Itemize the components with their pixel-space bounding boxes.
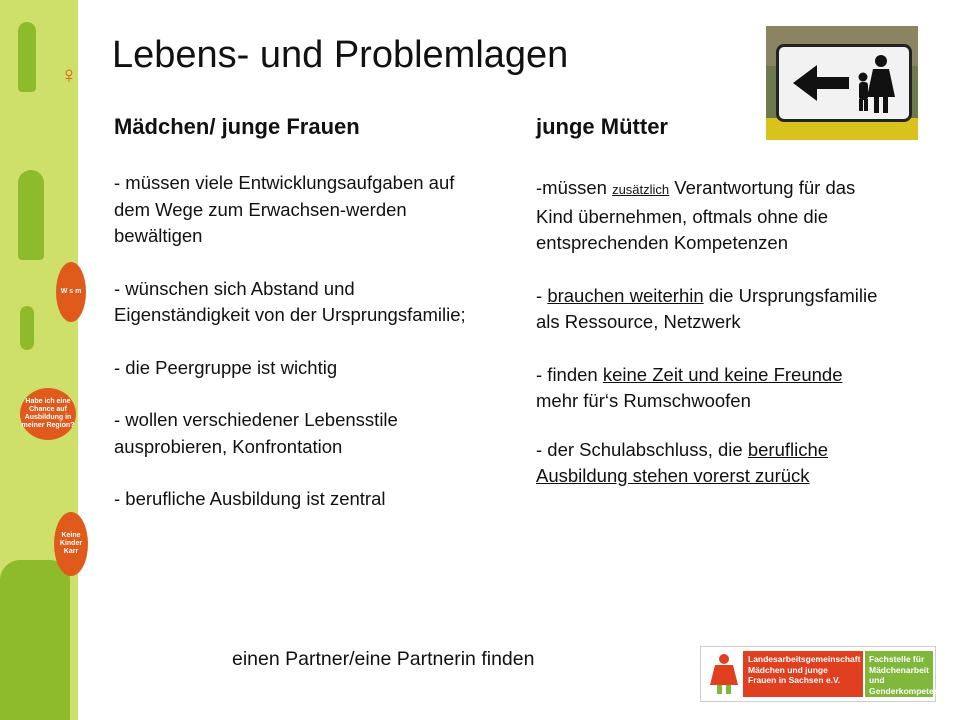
item-text: Verantwortung für das Kind übernehmen, oftmals ohne die entsprechenden Kompetenzen bbox=[536, 177, 856, 253]
right-list-item bbox=[536, 437, 888, 490]
right-list-item bbox=[536, 362, 888, 415]
underlined-text: berufliche Ausbildung stehen vorerst zurück bbox=[536, 438, 829, 486]
left-arrow-pedestrian-icon bbox=[779, 47, 909, 119]
female-symbol-icon: ♀ bbox=[60, 62, 78, 89]
left-list-item: - müssen viele Entwicklungsaufgaben auf dem Wege zum Erwachsen-werden bewältigen bbox=[114, 172, 455, 246]
left-list-item: - wünschen sich Abstand und Eigenständigkeit von der Ursprungsfamilie; bbox=[114, 277, 466, 325]
left-list-item: - wollen verschiedener Lebensstile ausprobieren, Konfrontation bbox=[114, 409, 398, 457]
left-list-item: - berufliche Ausbildung ist zentral bbox=[114, 488, 386, 509]
item-text: - bbox=[536, 284, 548, 306]
speech-bubble-partial: W s m bbox=[56, 262, 86, 322]
item-text: - finden bbox=[536, 363, 603, 385]
page-title: Lebens- und Problemlagen bbox=[112, 34, 569, 76]
organization-logo bbox=[700, 646, 944, 702]
left-column-heading: Mädchen/ junge Frauen bbox=[114, 114, 360, 139]
speech-bubble-kinder: Keine Kinder Karr bbox=[54, 512, 88, 576]
road-sign-photo bbox=[766, 26, 918, 140]
item-text: -müssen bbox=[536, 177, 613, 198]
underlined-text: keine Zeit und keine Freunde bbox=[602, 363, 843, 385]
pedestrian-sign bbox=[776, 44, 912, 122]
right-list-item bbox=[536, 283, 888, 336]
item-text: mehr für‘s Rumschwoofen bbox=[536, 390, 751, 411]
item-text: - der Schulabschluss, die bbox=[536, 438, 748, 460]
speech-bubble-ausbildung: Habe ich eine Chance auf Ausbildung in meiner Region? bbox=[20, 388, 76, 440]
left-list-item: - die Peergruppe ist wichtig bbox=[114, 356, 338, 378]
decorative-sidebar bbox=[0, 0, 83, 720]
logo-green-text: Fachstelle für Mädchenarbeit und Genderkompetenz bbox=[865, 651, 933, 697]
figure-group-icon bbox=[0, 560, 70, 720]
underlined-text: brauchen weiterhin bbox=[547, 284, 704, 306]
logo-red-text: Landesarbeitsgemeinschaft Mädchen und junge Frauen in Sachsen e.V. bbox=[743, 651, 863, 697]
left-column-list bbox=[114, 170, 494, 539]
standing-figure-icon bbox=[20, 306, 34, 350]
underlined-small-text: zusätzlich bbox=[612, 182, 670, 197]
woman-silhouette-icon bbox=[18, 22, 36, 92]
ampelmaennchen-logo-icon bbox=[707, 653, 741, 695]
umbrella-figure-icon bbox=[18, 170, 44, 260]
footer-text: einen Partner/eine Partnerin finden bbox=[232, 648, 535, 670]
right-list-item bbox=[536, 175, 888, 257]
item-text: die Ursprungsfamilie als Ressource, Netzwerk bbox=[536, 284, 878, 332]
right-column-heading: junge Mütter bbox=[536, 114, 668, 139]
right-column-list bbox=[536, 175, 888, 516]
